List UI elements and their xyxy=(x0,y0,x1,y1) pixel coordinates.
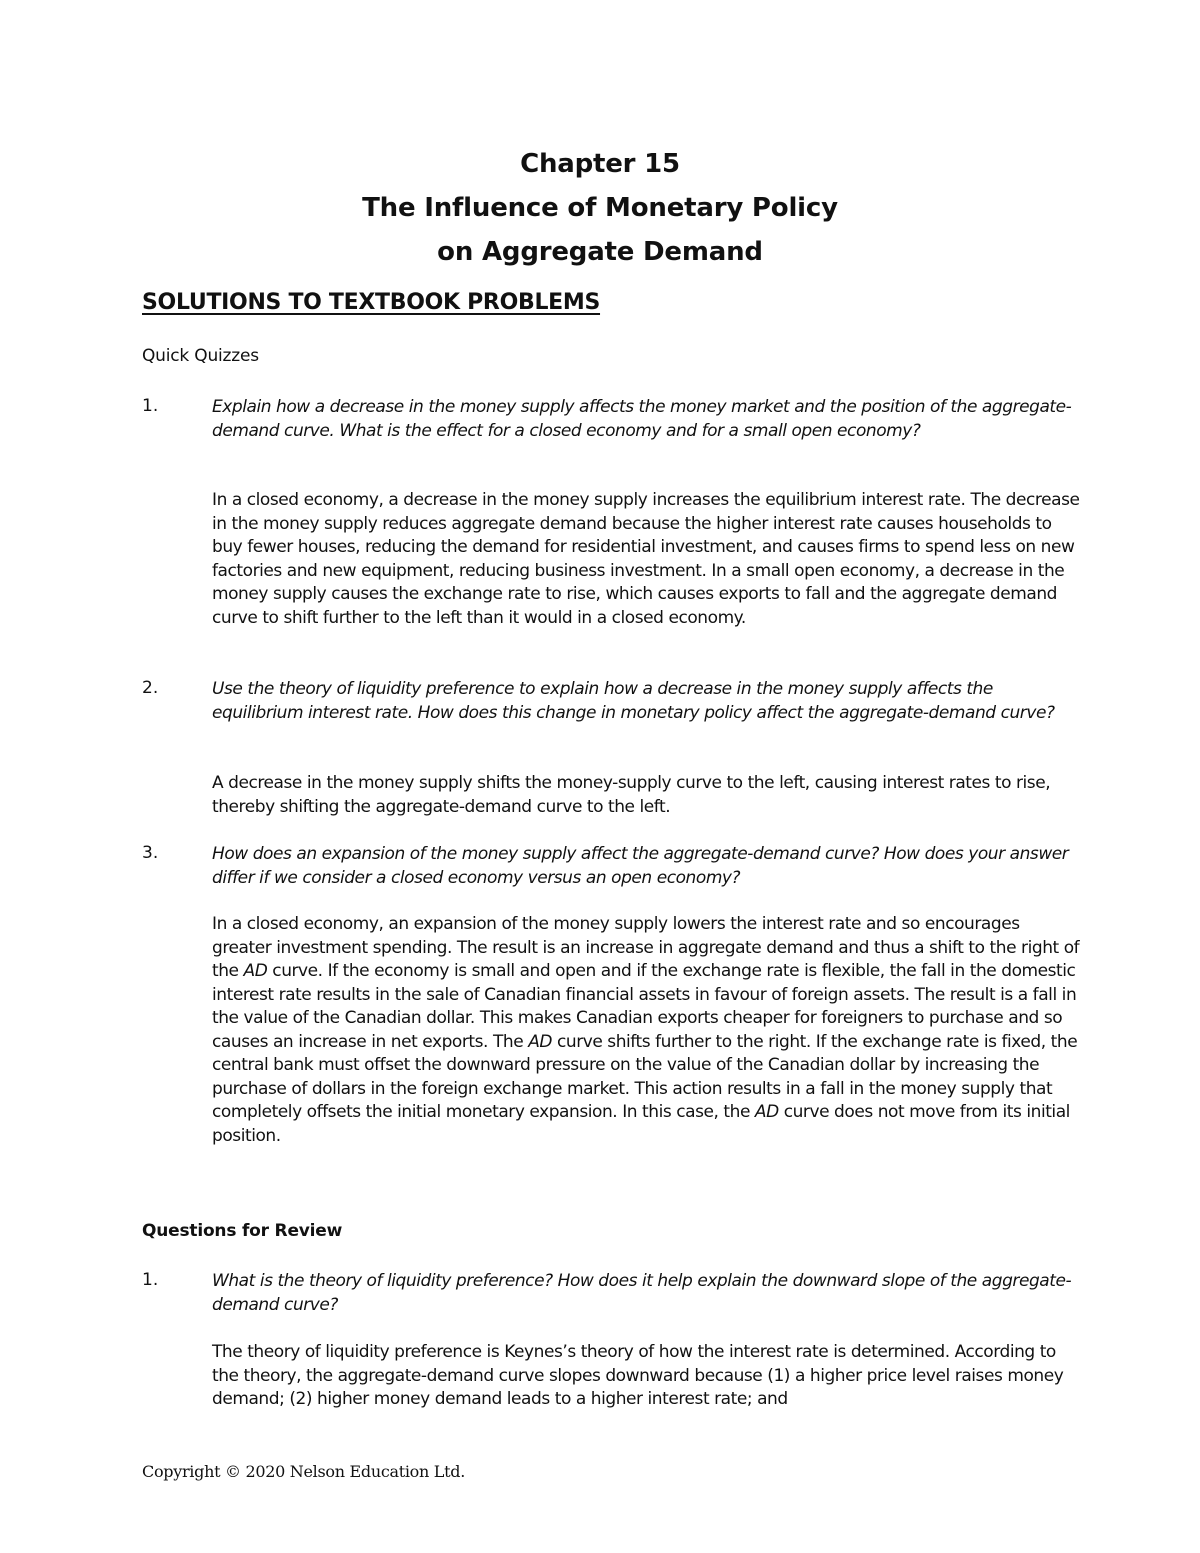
section-heading: SOLUTIONS TO TEXTBOOK PROBLEMS xyxy=(142,290,601,315)
quick-quizzes-heading: Quick Quizzes xyxy=(142,346,259,366)
copyright-footer: Copyright © 2020 Nelson Education Ltd. xyxy=(142,1462,465,1481)
answer-segment: In a closed economy, an expansion of the money supply lowers the interest rate and so encourages greater investment spending. The result is an increase in aggregate demand and thus a shift to the right of the xyxy=(212,914,1080,981)
ad-curve-label: AD xyxy=(754,1102,779,1122)
chapter-title xyxy=(0,142,1200,274)
chapter-title-line-2: on Aggregate Demand xyxy=(437,237,763,267)
ad-curve-label: AD xyxy=(528,1031,553,1052)
question-number: 1. xyxy=(142,396,159,416)
ad-curve-label: AD xyxy=(243,961,268,981)
question-text: Explain how a decrease in the money supply affects the money market and the position of the aggregate-demand curve. What is the effect for a closed economy and for a small open economy? xyxy=(212,397,1072,441)
answer-text: In a closed economy, a decrease in the money supply increases the equilibrium interest rate. The decrease in the money supply reduces aggregate demand because the higher interest rate causes households to buy fewer houses, reducing the demand for residential investment, and causes firms to spend less on new factories and new equipment, reducing business investment. In a small open economy, a decrease in the money supply causes the exchange rate to rise, which causes exports to fall and the aggregate demand curve to shift further to the left than it would in a closed economy. xyxy=(212,490,1080,628)
question-number: 2. xyxy=(142,678,159,698)
chapter-title-line-1: The Influence of Monetary Policy xyxy=(362,193,838,223)
question-text: Use the theory of liquidity preference to explain how a decrease in the money supply affects the equilibrium interest rate. How does this change in monetary policy affect the aggregate-demand curve? xyxy=(212,679,1055,723)
answer-segment: curve shifts further to the right. If the exchange rate is fixed, the central bank must offset the downward pressure on the value of the Canadian dollar by increasing the purchase of dollars in the foreign exchange market. This action results in a fall in the money supply that completely offsets the initial monetary expansion. In this case, the xyxy=(212,1031,1078,1122)
question-number: 3. xyxy=(142,843,159,863)
question-text: How does an expansion of the money supply affect the aggregate-demand curve? How does your answer differ if we consider a closed economy versus an open economy? xyxy=(212,844,1069,888)
question-text: What is the theory of liquidity preference? How does it help explain the downward slope of the aggregate-demand curve? xyxy=(212,1271,1072,1315)
question-number: 1. xyxy=(142,1270,159,1290)
answer-text xyxy=(212,913,1082,1148)
answer-segment: curve. If the economy is small and open and if the exchange rate is flexible, the fall in the domestic interest rate results in the sale of Canadian financial assets in favour of foreign assets. The result is a fall in the value of the Canadian dollar. This makes Canadian exports cheaper for foreigners to purchase and so causes an increase in net exports. The xyxy=(212,961,1077,1052)
questions-for-review-heading: Questions for Review xyxy=(142,1221,343,1241)
answer-text: The theory of liquidity preference is Keynes’s theory of how the interest rate is determined. According to the theory, the aggregate-demand curve slopes downward because (1) a higher price level raises money demand; (2) higher money demand leads to a higher interest rate; and xyxy=(212,1342,1064,1409)
answer-segment: curve does not move from its initial position. xyxy=(212,1102,1070,1146)
answer-text: A decrease in the money supply shifts the money-supply curve to the left, causing interest rates to rise, thereby shifting the aggregate-demand curve to the left. xyxy=(212,773,1051,817)
chapter-number: Chapter 15 xyxy=(520,149,680,179)
